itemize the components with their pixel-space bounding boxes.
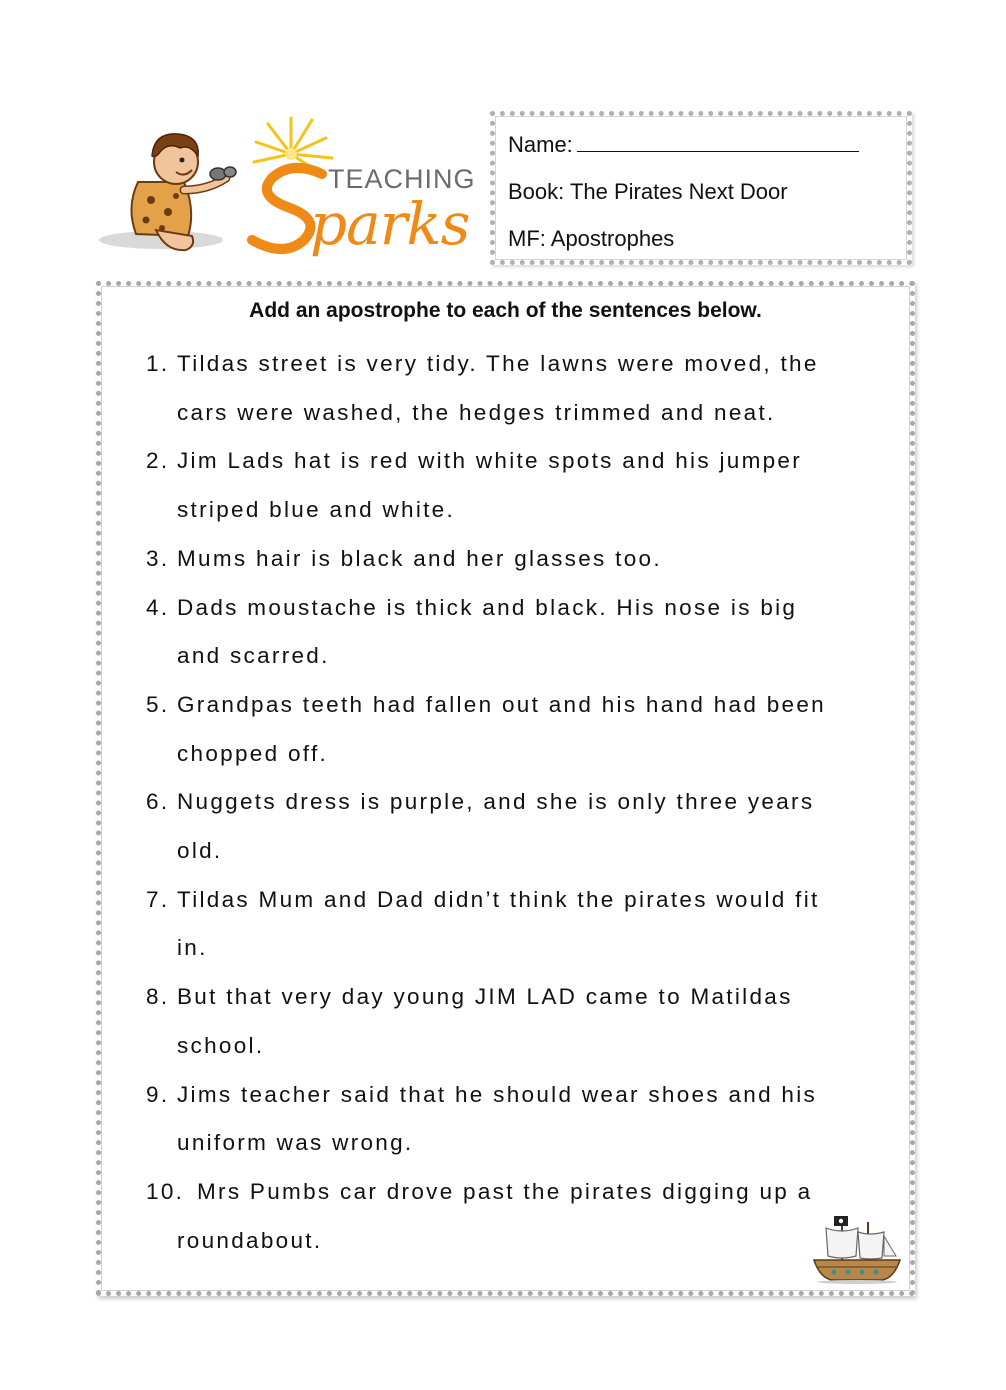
instruction-heading: Add an apostrophe to each of the sentences below.: [249, 299, 762, 322]
sentence-number: 9.: [146, 1081, 170, 1107]
sentence-number: 6.: [146, 789, 170, 815]
sentence-line: school.: [177, 1032, 265, 1058]
sentence-item: [146, 584, 906, 681]
sentence-number: 1.: [146, 351, 170, 376]
sentence-number: 3.: [146, 545, 170, 571]
sentence-line: old.: [177, 838, 223, 864]
svg-text:parks: parks: [310, 190, 470, 258]
name-field[interactable]: [508, 132, 859, 158]
name-blank-line[interactable]: [577, 132, 859, 152]
sentence-line: But that very day young JIM LAD came to Matildas: [177, 984, 793, 1010]
sentence-item: [146, 340, 906, 437]
book-title: Book: The Pirates Next Door: [508, 179, 788, 204]
worksheet-box: [96, 281, 915, 1296]
sentence-item: [146, 973, 906, 1070]
sentence-line: striped blue and white.: [177, 497, 456, 523]
sentence-item: [146, 876, 906, 973]
sentence-line: Dads moustache is thick and black. His nose is big: [177, 594, 798, 620]
sentence-list: [146, 340, 906, 1265]
teaching-sparks-logo: [96, 112, 476, 262]
sentence-item: [146, 535, 906, 584]
sentence-item: [146, 778, 906, 875]
sentence-number: 5.: [146, 691, 170, 717]
sentence-line: roundabout.: [177, 1227, 323, 1253]
sentence-number: 8.: [146, 984, 170, 1010]
sentence-line: Jims teacher said that he should wear shoes and his: [177, 1081, 818, 1107]
sentence-line: chopped off.: [177, 740, 329, 766]
sentence-line: in.: [177, 935, 208, 961]
sentence-line: Mrs Pumbs car drove past the pirates digging up a: [197, 1178, 813, 1204]
sentence-line: Grandpas teeth had fallen out and his hand had been: [177, 691, 826, 717]
sentence-line: cars were washed, the hedges trimmed and neat.: [177, 399, 776, 425]
name-label: Name:: [508, 132, 573, 157]
sentence-line: Tildas Mum and Dad didn’t think the pirates would fit: [177, 886, 820, 912]
sentence-number: 7.: [146, 886, 170, 912]
sentence-number: 4.: [146, 594, 170, 620]
sentence-line: Nuggets dress is purple, and she is only three years: [177, 789, 815, 815]
sentence-item: [146, 1071, 906, 1168]
sentence-item: [146, 681, 906, 778]
sentence-line: uniform was wrong.: [177, 1130, 414, 1156]
sentence-line: Jim Lads hat is red with white spots and his jumper: [177, 448, 803, 474]
info-box: [490, 111, 912, 265]
sentence-line: Mums hair is black and her glasses too.: [177, 545, 662, 571]
sentence-number: 2.: [146, 448, 170, 474]
logo-teaching-text: TEACHING: [328, 164, 476, 194]
sentence-number: 10.: [146, 1178, 185, 1204]
pirate-ship-icon: [812, 1212, 902, 1284]
focus-label: MF: Apostrophes: [508, 226, 675, 251]
sentence-line: and scarred.: [177, 643, 330, 669]
sentence-item: [146, 1168, 906, 1265]
sentence-line: Tildas street is very tidy. The lawns were moved, the: [177, 351, 819, 376]
sentence-item: [146, 437, 906, 534]
